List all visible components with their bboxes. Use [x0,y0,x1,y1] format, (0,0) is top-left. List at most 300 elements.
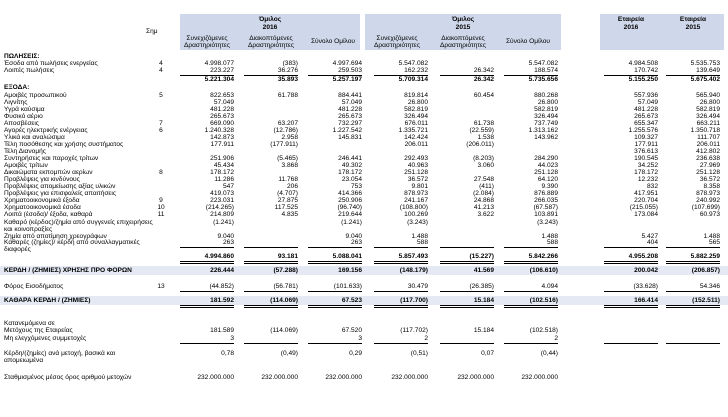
row-value: 4.094 [541,283,558,290]
row-value: 166.414 [634,297,658,304]
row-value: 34.252 [637,162,658,169]
row-label: Τέλη ποσόθεσης και χρήσης συστήματος [4,141,124,148]
row-value: 223.227 [210,67,234,74]
total-rule [440,305,494,308]
row-value: 220.704 [634,197,658,204]
row-value: 832 [646,183,658,190]
row-label: Καθαρές (ζημίες)/ κέρδη από συναλλαγματικές διαφορές [4,239,140,254]
row-value: 1.350.718 [690,127,720,134]
row-value: 481.228 [338,106,362,113]
row-label: Υλικά και αναλώσιμα [4,134,65,141]
table-row [0,350,728,365]
row-value: 266.035 [534,197,558,204]
row-value: 1.313.162 [528,127,558,134]
total-rule [180,343,234,344]
row-value: 232.000.000 [261,374,298,381]
row-value: 326.494 [534,113,558,120]
row-value: 9.801 [411,183,428,190]
row-value: (67.587) [533,204,558,211]
total-rule [308,305,362,308]
row-value: 5.709.314 [398,76,428,83]
row-value: 0,29 [349,350,362,357]
row-value: (12.786) [273,127,298,134]
row-value: (106.610) [529,267,558,274]
row-label: Χρηματοοικονομικά έσοδα [4,204,81,211]
row-value: 1.335.721 [398,127,428,134]
row-value: 263 [350,239,362,246]
row-value: 582.819 [696,106,720,113]
row-note: 13 [157,283,165,290]
row-value: 326.494 [696,113,720,120]
row-value: (148.179) [399,267,428,274]
expenses-section-title: ΕΞΟΔΑ: [4,84,30,91]
row-value: 419.073 [210,190,234,197]
row-value: 1.255.576 [628,127,658,134]
row-value: 27.548 [473,176,494,183]
row-label: Συντηρήσεις και παροχές τρίτων [4,155,99,162]
row-value: 5.675.402 [690,76,720,83]
total-rule [244,247,298,248]
row-value: (102.516) [529,297,558,304]
total-rule [666,261,720,264]
row-value: 57.049 [341,99,362,106]
row-value: 11.768 [278,176,298,183]
company-2016-year: 2016 [623,24,639,31]
row-value: 30.479 [407,283,428,290]
row-value: 588 [546,239,558,246]
row-value: 4.994.860 [204,253,234,260]
row-value: 67.520 [341,327,362,334]
row-value: (3.243) [407,219,428,226]
row-value: (108.800) [399,204,428,211]
row-value: (2.084) [473,190,494,197]
table-row [0,76,728,84]
row-value: 178.172 [338,169,362,176]
row-value: 819.814 [404,92,428,99]
table-row [0,253,728,261]
row-label: Προβλέψεις για επισφαλείς απαιτήσεις [4,190,117,197]
row-value: 206.011 [696,141,720,148]
group-2016-year: 2016 [262,24,278,31]
row-value: 15.184 [473,297,494,304]
row-note: 10 [157,204,165,211]
row-value: 5.155.250 [628,76,658,83]
row-value: 236.638 [696,155,720,162]
row-value: (152.511) [692,297,720,304]
col-disc-2016: Διακοπτόμενες Δραστηριότητες [247,35,295,49]
row-value: (8.203) [473,155,494,162]
row-value: 1.488 [703,233,720,240]
total-rule [374,261,428,264]
row-note: 8 [159,169,163,176]
row-value: 177.911 [634,141,658,148]
row-value: 250.906 [338,197,362,204]
total-rule [374,343,428,344]
company-2015-title: Εταιρεία [679,16,707,23]
row-value: 61.738 [473,120,494,127]
row-note: 11 [157,211,165,218]
row-value: 173.084 [634,211,658,218]
row-label: Λιγνίτης [4,99,28,106]
row-value: 111.707 [697,134,720,141]
row-value: 11.286 [214,176,234,183]
row-value: 880.268 [534,92,558,99]
row-value: 884.441 [338,92,362,99]
row-note: 4 [159,67,163,74]
row-value: 8.358 [703,183,720,190]
row-value: 178.172 [634,169,658,176]
row-value: 5.735.656 [528,76,558,83]
row-label: Φυσικό αέριο [4,113,43,120]
row-value: 67.523 [341,297,362,304]
table-row [0,335,728,343]
total-rule [440,261,494,264]
row-value: 1.488 [541,233,558,240]
row-label: ΚΕΡΔΗ / (ΖΗΜΙΕΣ) ΧΡΗΣΗΣ ΠΡΟ ΦΟΡΩΝ [4,267,132,274]
group-2015-title: Όμιλος [451,16,475,23]
total-rule [308,247,362,248]
row-value: 181.592 [210,297,234,304]
row-value: 0,07 [481,350,494,357]
row-value: 265.673 [338,113,362,120]
row-value: (215.055) [629,204,658,211]
row-value: 143.962 [534,134,558,141]
row-value: 241.167 [404,197,428,204]
row-value: 9.040 [345,233,362,240]
row-value: 481.228 [634,106,658,113]
total-rule [504,343,558,344]
row-value: (107.699) [691,204,720,211]
row-value: 4.998.077 [204,60,234,67]
row-value: 5.257.197 [332,76,362,83]
total-rule [604,247,658,248]
row-value: 60.454 [473,92,494,99]
total-rule [440,247,494,248]
row-value: 663.211 [696,120,720,127]
row-value: (0,51) [410,350,428,357]
row-value: 246.441 [338,155,362,162]
row-value: 145.831 [338,134,362,141]
company-2015-year: 2015 [685,24,701,31]
total-rule [604,291,658,292]
row-value: 178.172 [210,169,234,176]
row-value: 27.969 [699,162,720,169]
row-value: 878.973 [696,190,720,197]
row-value: 142.424 [404,134,428,141]
row-value: 265.673 [210,113,234,120]
row-label: Αμοιβές προσωπικού [4,92,67,99]
row-label: Καθαρό (κέρδος)/ζημία από συγγενείς επιχειρήσεις και κοινοπραξίες [4,219,153,234]
row-value: (1.241) [341,219,362,226]
total-rule [504,247,558,248]
total-rule [180,261,234,264]
row-value: 26.342 [473,76,494,83]
total-rule [180,305,234,308]
row-value: 26.800 [699,99,720,106]
row-value: 93.181 [277,253,298,260]
row-value: 49.302 [341,162,362,169]
row-value: 557.936 [634,92,658,99]
total-rule [244,261,298,264]
row-value: 2 [424,335,428,342]
row-label: Λοιπά (έσοδα)/ έξοδα, καθαρά [4,211,93,218]
row-value: 223.031 [210,197,234,204]
row-value: 109.327 [634,134,658,141]
row-value: 214.809 [210,211,234,218]
row-label: Προβλέψεις για κινδύνους [4,176,80,183]
note-column-header: Σημ [146,28,158,35]
row-value: (177.911) [270,141,298,148]
total-rule [604,261,658,264]
total-rule [504,305,558,308]
row-value: 5.547.082 [528,60,558,67]
row-value: (26.385) [469,283,494,290]
sales-section-title: ΠΩΛΗΣΕΙΣ: [4,53,40,60]
row-value: 232.000.000 [391,374,428,381]
row-label: Λοιπές πωλήσεις [4,67,55,74]
row-value: 45.434 [213,162,234,169]
row-value: 40.963 [407,162,428,169]
total-rule [666,343,720,344]
row-value: (0,44) [540,350,558,357]
row-value: 265.673 [634,113,658,120]
col-cont-2016: Συνεχιζόμενες Δραστηριότητες [183,35,231,49]
row-value: 41.569 [473,267,494,274]
row-value: 219.644 [338,211,362,218]
row-value: (96.740) [337,204,362,211]
row-value: (22.559) [469,127,494,134]
group-2015-year: 2015 [455,24,471,31]
row-value: 4.835 [281,211,298,218]
row-value: 162.232 [404,67,428,74]
row-value: 200.042 [634,267,658,274]
total-rule [604,343,658,344]
row-value: (44.852) [209,283,234,290]
row-value: (206.011) [466,141,494,148]
table-row [0,67,728,75]
row-value: 24.868 [473,197,494,204]
table-row [0,267,728,275]
row-label: Έσοδα από πωλήσεις ενεργείας [4,60,98,67]
row-value: 669.090 [210,120,234,127]
row-value: 100.269 [404,211,428,218]
row-value: 4.984.508 [628,60,658,67]
row-label: Χρηματοοικονομικά έξοδα [4,197,80,204]
row-value: 26.342 [473,67,494,74]
row-value: 417.951 [634,190,658,197]
table-row [0,297,728,305]
row-value: 12.232 [637,176,658,183]
row-label: Σταθμισμένος μέσος όρος αριθμού μετοχών [4,374,132,381]
row-value: 878.973 [404,190,428,197]
row-value: (206.857) [691,267,720,274]
table-row [0,211,728,219]
row-value: 565.940 [696,92,720,99]
row-value: 1.538 [477,134,494,141]
row-label: Φόρος Εισοδήματος [4,283,64,290]
row-note: 9 [159,197,163,204]
total-rule [666,291,720,292]
row-value: 232.000.000 [325,374,362,381]
row-note: 4 [159,60,163,67]
row-value: 259.503 [338,67,362,74]
row-value: (117.700) [400,297,428,304]
row-value: 0,78 [221,350,234,357]
row-label: Αποσβέσεις [4,120,39,127]
row-value: 251.128 [696,169,720,176]
row-value: 737.749 [534,120,558,127]
row-value: 232.000.000 [197,374,234,381]
row-value: 3 [358,335,362,342]
row-value: 2 [554,335,558,342]
row-value: 23.054 [341,176,362,183]
row-value: 412.802 [696,148,720,155]
group-2016-title: Όμιλος [258,16,282,23]
row-value: 5.882.259 [690,253,720,260]
table-row [0,374,728,382]
total-rule [244,343,298,344]
row-value: (0,49) [280,350,298,357]
row-label: Αμοιβές τρίτων [4,162,48,169]
row-label: Ζημία από αποτίμηση χρεογράφων [4,233,107,240]
row-value: 4.997.694 [332,60,362,67]
row-label: Κέρδη/(ζημίες) ανά μετοχή, βασικά και απομειωμένα [4,350,116,365]
table-row [0,327,728,335]
row-value: 60.973 [699,211,720,218]
row-value: (114.069) [270,297,298,304]
row-value: (5.465) [277,155,298,162]
row-value: 206 [286,183,298,190]
row-value: (411) [479,183,494,190]
row-label: Υγρά καύσιμα [4,106,45,113]
row-label: Δικαιώματα εκπομπών αερίων [4,169,93,176]
row-value: 57.049 [213,99,234,106]
row-value: 1.240.328 [204,127,234,134]
row-value: 117.525 [274,204,298,211]
table-row [0,239,728,254]
row-value: 5.221.304 [204,76,234,83]
row-value: 226.444 [210,267,234,274]
row-value: 169.156 [338,267,362,274]
row-value: 876.889 [534,190,558,197]
row-value: (114.069) [270,327,298,334]
row-label: Τέλη Διανομής [4,148,46,155]
row-label: Μετόχους της Εταιρείας [4,327,73,334]
row-label: Κατανεμόμενα σε [4,320,55,327]
row-value: (383) [282,60,298,67]
row-value: 676.011 [404,120,428,127]
total-rule [180,291,234,292]
row-value: 26.800 [537,99,558,106]
row-value: 1.488 [411,233,428,240]
row-value: 582.819 [534,106,558,113]
total-rule [180,247,234,248]
row-value: 5.547.082 [398,60,428,67]
row-value: 5.857.493 [398,253,428,260]
row-note: 7 [159,120,163,127]
row-value: 263 [222,239,234,246]
row-value: 9.040 [217,233,234,240]
row-value: 240.992 [696,197,720,204]
total-rule [308,343,362,344]
row-value: 9.390 [541,183,558,190]
row-value: 5.535.753 [690,60,720,67]
row-value: 4.955.208 [628,253,658,260]
total-rule [308,291,362,292]
row-value: 26.800 [407,99,428,106]
row-value: 582.819 [404,106,428,113]
row-value: (117.702) [400,327,428,334]
row-value: 27.875 [277,197,298,204]
row-value: 732.297 [338,120,362,127]
total-rule [504,261,558,264]
row-value: 414.366 [338,190,362,197]
row-value: 36.572 [699,176,720,183]
row-value: 3.622 [477,211,494,218]
col-disc-2015: Διακοπτόμενες Δραστηριότητες [439,35,487,49]
row-value: (102.518) [529,327,558,334]
row-label: Προβλέψεις απομείωσης αξίας υλικών [4,183,116,190]
row-value: 481.228 [210,106,234,113]
total-rule [374,247,428,248]
row-value: 232.000.000 [521,374,558,381]
table-row [0,283,728,291]
row-value: 588 [416,239,428,246]
row-value: 547 [222,183,234,190]
row-value: 655.347 [634,120,658,127]
row-value: 36.276 [277,67,298,74]
row-value: (15.227) [469,253,494,260]
total-rule [666,305,720,308]
col-cont-2015: Συνεχιζόμενες Δραστηριότητες [373,35,421,49]
row-value: 15.184 [473,327,494,334]
row-value: 63.207 [277,120,298,127]
col-total-2016: Σύνολο Ομίλου [310,38,356,45]
row-value: 54.346 [699,283,720,290]
row-value: 232.000.000 [457,374,494,381]
total-rule [604,305,658,308]
col-total-2015: Σύνολο Ομίλου [505,38,551,45]
row-value: 142.873 [210,134,234,141]
row-label: Αγορές ηλεκτρικής ενέργειας [4,127,88,134]
row-value: (56.781) [273,283,298,290]
row-value: 1.227.542 [332,127,362,134]
row-value: 61.788 [277,92,298,99]
row-value: 5.427 [641,233,658,240]
row-value: 5.088.041 [332,253,362,260]
row-label: Μη ελεγχόμενες συμμετοχές [4,335,87,342]
total-rule [374,305,428,308]
row-value: 41.213 [473,204,494,211]
row-value: 139.649 [696,67,720,74]
row-label: ΚΑΘΑΡΑ ΚΕΡΔΗ / (ΖΗΜΙΕΣ) [4,297,91,304]
row-value: 404 [646,239,658,246]
table-row [0,219,728,234]
total-rule [504,291,558,292]
row-value: 170.742 [634,67,658,74]
row-value: 565 [708,239,720,246]
row-value: 206.011 [404,141,428,148]
total-rule [440,291,494,292]
row-value: 753 [350,183,362,190]
row-value: (57.288) [273,267,298,274]
total-rule [308,261,362,264]
row-value: 3.060 [477,162,494,169]
row-value: (33.628) [633,283,658,290]
row-note: 5 [159,92,163,99]
row-value: 44.023 [537,162,558,169]
row-value: 36.572 [407,176,428,183]
